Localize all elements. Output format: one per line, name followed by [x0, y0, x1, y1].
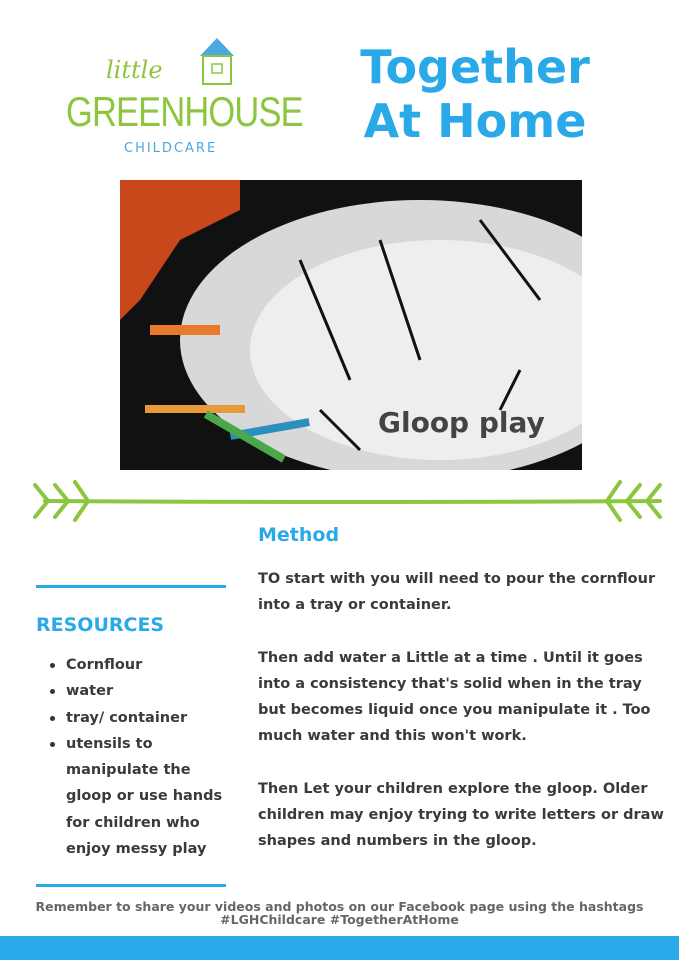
resources-list [48, 652, 228, 862]
list-item: water [48, 678, 228, 704]
photo-caption: Gloop play [378, 406, 545, 440]
method-step: Then Let your children explore the gloop. Older children may enjoy trying to write letters or draw shapes and numbers in the gloop. [258, 780, 664, 850]
method-step: Then add water a Little at a time . Until it goes into a consistency that's solid when in the tray but becomes liquid once you manipulate it . Too much water and this won't work. [258, 649, 651, 745]
gloop-photo [120, 180, 582, 470]
logo-greenhouse: GREENHOUSE [66, 88, 303, 135]
method-text [258, 566, 668, 881]
page-title [345, 40, 605, 148]
footer-hashtags: #LGHChildcare #TogetherAtHome [220, 912, 459, 927]
logo-little: little [106, 56, 163, 84]
footer-line-1: Remember to share your videos and photos on our Facebook page using the hashtags [35, 899, 644, 914]
method-step: TO start with you will need to pour the cornflour into a tray or container. [258, 571, 656, 614]
title-line-1: Together [360, 40, 590, 94]
list-item: Cornflour [48, 652, 228, 678]
list-item: tray/ container [48, 705, 228, 731]
footer-bar [0, 936, 679, 960]
house-icon [192, 36, 242, 91]
list-item: utensils to manipulate the gloop or use hands for children who enjoy messy play [48, 731, 228, 862]
divider-top [36, 585, 226, 588]
logo [62, 36, 303, 166]
logo-childcare: CHILDCARE [124, 141, 218, 156]
arrow-divider [30, 480, 670, 522]
divider-bottom [36, 884, 226, 887]
footer-text [0, 900, 679, 926]
title-line-2: At Home [363, 94, 587, 148]
resources-heading: RESOURCES [36, 614, 165, 636]
method-heading: Method [258, 524, 340, 546]
